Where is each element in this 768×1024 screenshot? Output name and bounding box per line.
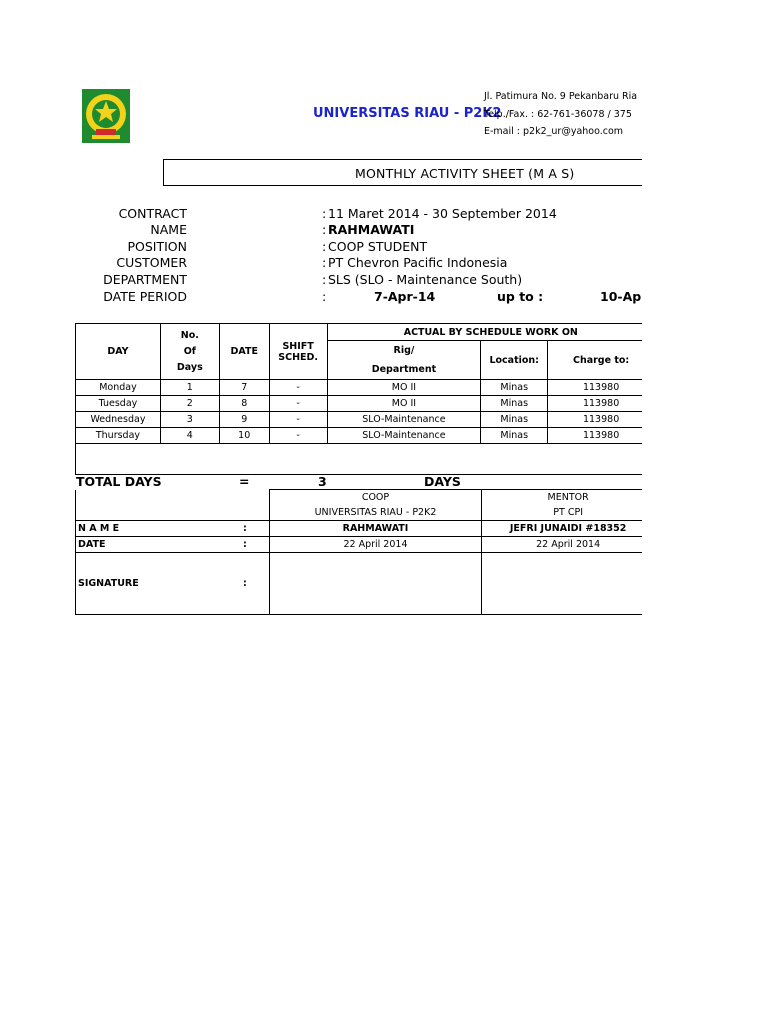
cell-day: Monday bbox=[76, 380, 161, 396]
mentor-header-2: PT CPI bbox=[553, 507, 583, 518]
coop-signature-box bbox=[269, 553, 482, 615]
period-colon: : bbox=[322, 289, 327, 304]
cell-rig: MO II bbox=[327, 380, 481, 396]
cell-no: 2 bbox=[160, 396, 219, 412]
cell-no: 3 bbox=[160, 412, 219, 428]
header-shift bbox=[269, 324, 327, 380]
mentor-signature-box bbox=[482, 553, 642, 615]
cell-shift: - bbox=[269, 396, 327, 412]
cell-day: Tuesday bbox=[76, 396, 161, 412]
header-no-1: No. bbox=[180, 329, 199, 341]
coop-name: RAHMAWATI bbox=[269, 521, 482, 537]
contract-value: 11 Maret 2014 - 30 September 2014 bbox=[328, 206, 557, 221]
customer-value: PT Chevron Pacific Indonesia bbox=[328, 255, 508, 270]
header-shift-2: SCHED. bbox=[278, 351, 318, 363]
header-phone: Telp./Fax. : 62-761-36078 / 375 bbox=[484, 109, 632, 120]
cell-date: 9 bbox=[219, 412, 269, 428]
mentor-header bbox=[482, 490, 642, 521]
header-rig-1: Rig/ bbox=[393, 345, 415, 356]
cell-location: Minas bbox=[481, 380, 548, 396]
header-day: DAY bbox=[76, 324, 161, 380]
mentor-date: 22 April 2014 bbox=[482, 537, 642, 553]
total-days-label: TOTAL DAYS bbox=[76, 474, 162, 489]
contract-colon: : bbox=[322, 206, 327, 221]
name-colon: : bbox=[322, 222, 327, 237]
department-colon: : bbox=[322, 272, 327, 287]
name-label: NAME bbox=[150, 222, 187, 237]
cell-charge: 113980 bbox=[548, 380, 642, 396]
signoff-table bbox=[75, 489, 642, 615]
period-start: 7-Apr-14 bbox=[374, 289, 436, 304]
total-days-value: 3 bbox=[318, 474, 327, 489]
cell-charge: 113980 bbox=[548, 412, 642, 428]
department-value: SLS (SLO - Maintenance South) bbox=[328, 272, 523, 287]
total-equals: = bbox=[239, 474, 250, 489]
cell-location: Minas bbox=[481, 412, 548, 428]
header-no-of-days bbox=[160, 324, 219, 380]
period-upto: up to : bbox=[497, 289, 544, 304]
cell-shift: - bbox=[269, 412, 327, 428]
header-shift-1: SHIFT bbox=[282, 340, 314, 352]
table-row bbox=[76, 412, 643, 428]
signoff-blank bbox=[76, 490, 270, 521]
table-row bbox=[76, 428, 643, 444]
mentor-header-1: MENTOR bbox=[547, 492, 589, 503]
header-no-3: Days bbox=[176, 361, 203, 373]
signoff-name-colon: : bbox=[243, 523, 247, 534]
cell-shift: - bbox=[269, 428, 327, 444]
cell-day: Wednesday bbox=[76, 412, 161, 428]
cell-rig: SLO-Maintenance bbox=[327, 428, 481, 444]
signoff-signature-label: SIGNATURE bbox=[78, 578, 139, 589]
cell-date: 8 bbox=[219, 396, 269, 412]
cell-location: Minas bbox=[481, 428, 548, 444]
header-rig-2: Department bbox=[371, 364, 437, 375]
university-name: UNIVERSITAS RIAU - P2K2 bbox=[313, 106, 502, 121]
total-days-unit: DAYS bbox=[424, 474, 461, 489]
position-label: POSITION bbox=[127, 239, 187, 254]
cell-rig: MO II bbox=[327, 396, 481, 412]
position-colon: : bbox=[322, 239, 327, 254]
customer-colon: : bbox=[322, 255, 327, 270]
cell-date: 7 bbox=[219, 380, 269, 396]
header-charge: Charge to: bbox=[548, 341, 642, 380]
signoff-signature-colon: : bbox=[243, 578, 247, 589]
period-label: DATE PERIOD bbox=[103, 289, 187, 304]
table-row bbox=[76, 396, 643, 412]
period-end: 10-Ap bbox=[600, 289, 642, 304]
coop-header-2: UNIVERSITAS RIAU - P2K2 bbox=[314, 507, 437, 518]
signoff-date-label: DATE bbox=[78, 539, 106, 550]
cell-shift: - bbox=[269, 380, 327, 396]
header-location: Location: bbox=[481, 341, 548, 380]
page-title: MONTHLY ACTIVITY SHEET (M A S) bbox=[355, 166, 575, 181]
header-rig bbox=[327, 341, 481, 380]
signoff-name-label: N A M E bbox=[78, 523, 120, 534]
header-email: E-mail : p2k2_ur@yahoo.com bbox=[484, 126, 624, 137]
table-row bbox=[76, 380, 643, 396]
cell-date: 10 bbox=[219, 428, 269, 444]
cell-location: Minas bbox=[481, 396, 548, 412]
name-row-label bbox=[76, 521, 270, 537]
cell-day: Thursday bbox=[76, 428, 161, 444]
activity-table bbox=[75, 323, 642, 444]
mentor-name: JEFRI JUNAIDI #18352 bbox=[482, 521, 642, 537]
coop-date: 22 April 2014 bbox=[269, 537, 482, 553]
date-row-label bbox=[76, 537, 270, 553]
cell-no: 4 bbox=[160, 428, 219, 444]
cell-rig: SLO-Maintenance bbox=[327, 412, 481, 428]
cell-charge: 113980 bbox=[548, 428, 642, 444]
position-value: COOP STUDENT bbox=[328, 239, 428, 254]
cell-no: 1 bbox=[160, 380, 219, 396]
header-address: Jl. Patimura No. 9 Pekanbaru Ria bbox=[484, 91, 638, 102]
coop-header bbox=[269, 490, 482, 521]
signoff-date-colon: : bbox=[243, 539, 247, 550]
customer-label: CUSTOMER bbox=[116, 255, 187, 270]
contract-label: CONTRACT bbox=[118, 206, 187, 221]
cell-charge: 113980 bbox=[548, 396, 642, 412]
signature-row-label bbox=[76, 553, 270, 615]
coop-header-1: COOP bbox=[361, 492, 390, 503]
header-no-2: Of bbox=[183, 345, 196, 357]
header-date: DATE bbox=[219, 324, 269, 380]
department-label: DEPARTMENT bbox=[103, 272, 187, 287]
spacer-block bbox=[75, 443, 642, 474]
header-actual: ACTUAL BY SCHEDULE WORK ON bbox=[327, 324, 642, 341]
name-value: RAHMAWATI bbox=[328, 222, 415, 237]
